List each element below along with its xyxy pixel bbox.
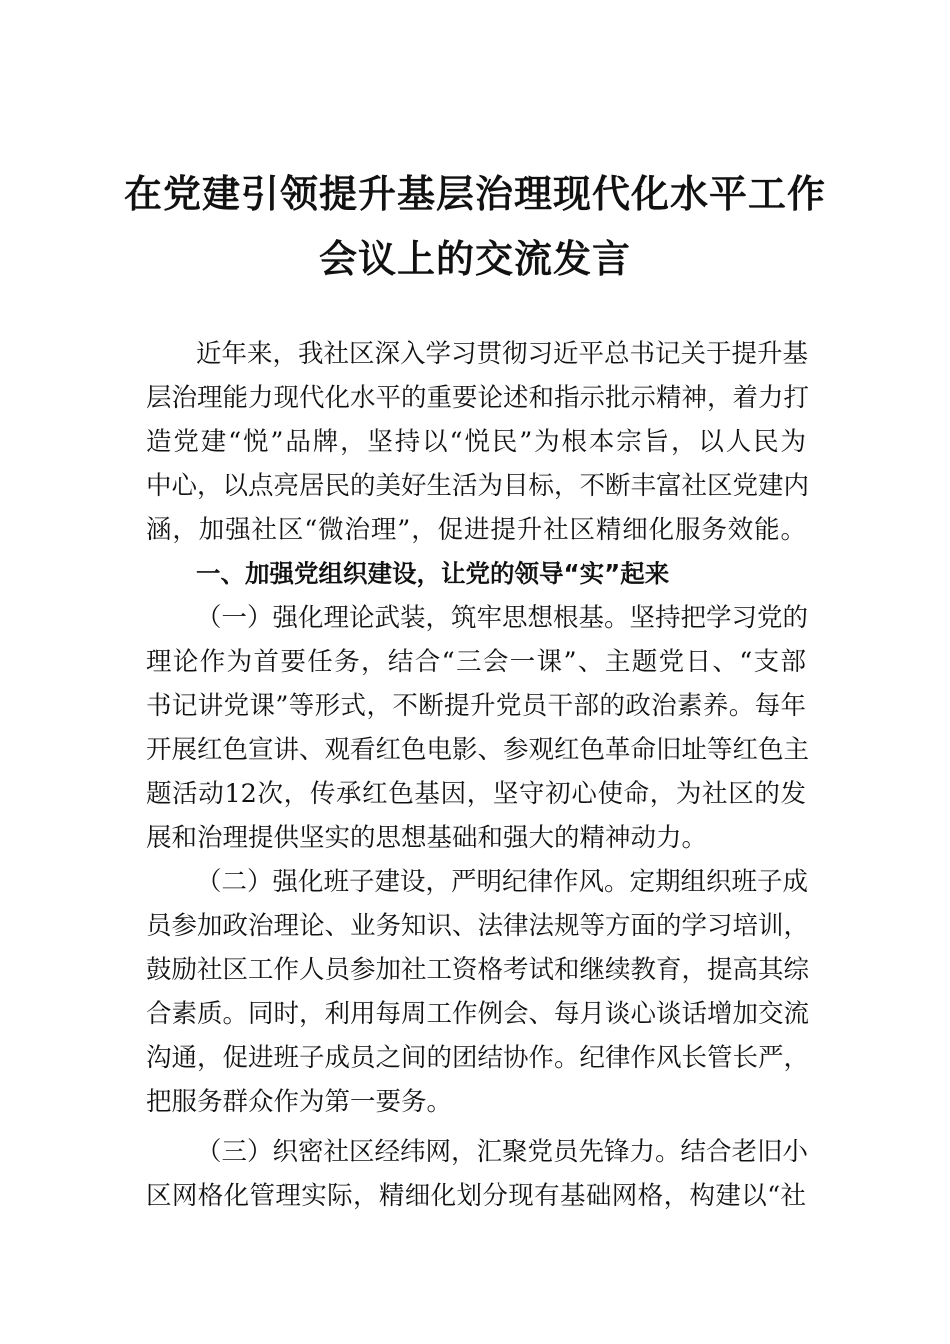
document-title-line-1: 在党建引领提升基层治理现代化水平工作 [123, 171, 826, 216]
intro-line: 中心，以点亮居民的美好生活为目标，不断丰富社区党建内 [146, 471, 810, 501]
paragraph-line: 鼓励社区工作人员参加社工资格考试和继续教育，提高其综 [146, 955, 810, 985]
section-heading: 一、加强党组织建设，让党的领导“实”起来 [196, 559, 670, 588]
paragraph-line: 合素质。同时，利用每周工作例会、每月谈心谈话增加交流 [146, 999, 810, 1029]
paragraph-line: 把服务群众作为第一要务。 [146, 1087, 453, 1117]
intro-line: 造党建“悦”品牌，坚持以“悦民”为根本宗旨，以人民为 [146, 427, 806, 457]
intro-line: 近年来，我社区深入学习贯彻习近平总书记关于提升基 [196, 339, 809, 369]
paragraph-line: 开展红色宣讲、观看红色电影、参观红色革命旧址等红色主 [146, 735, 810, 765]
paragraph-line: 题活动12次，传承红色基因，坚守初心使命，为社区的发 [146, 779, 806, 809]
paragraph-line: 沟通，促进班子成员之间的团结协作。纪律作风长管长严， [146, 1043, 810, 1073]
paragraph-line: 理论作为首要任务，结合“三会一课”、主题党日、“支部 [146, 647, 806, 677]
paragraph-line: 员参加政治理论、业务知识、法律法规等方面的学习培训， [146, 911, 810, 941]
paragraph-line: （一）强化理论武装，筑牢思想根基。坚持把学习党的 [196, 603, 809, 633]
intro-line: 层治理能力现代化水平的重要论述和指示批示精神，着力打 [146, 383, 810, 413]
paragraph-line: 区网格化管理实际，精细化划分现有基础网格，构建以“社 [146, 1181, 806, 1211]
paragraph-line: （三）织密社区经纬网，汇聚党员先锋力。结合老旧小 [196, 1137, 809, 1167]
paragraph-line: 展和治理提供坚实的思想基础和强大的精神动力。 [146, 823, 708, 853]
document-title-line-2: 会议上的交流发言 [318, 236, 631, 281]
intro-line: 涵，加强社区“微治理”，促进提升社区精细化服务效能。 [146, 515, 806, 545]
paragraph-line: （二）强化班子建设，严明纪律作风。定期组织班子成 [196, 867, 809, 897]
paragraph-line: 书记讲党课”等形式，不断提升党员干部的政治素养。每年 [146, 691, 806, 721]
